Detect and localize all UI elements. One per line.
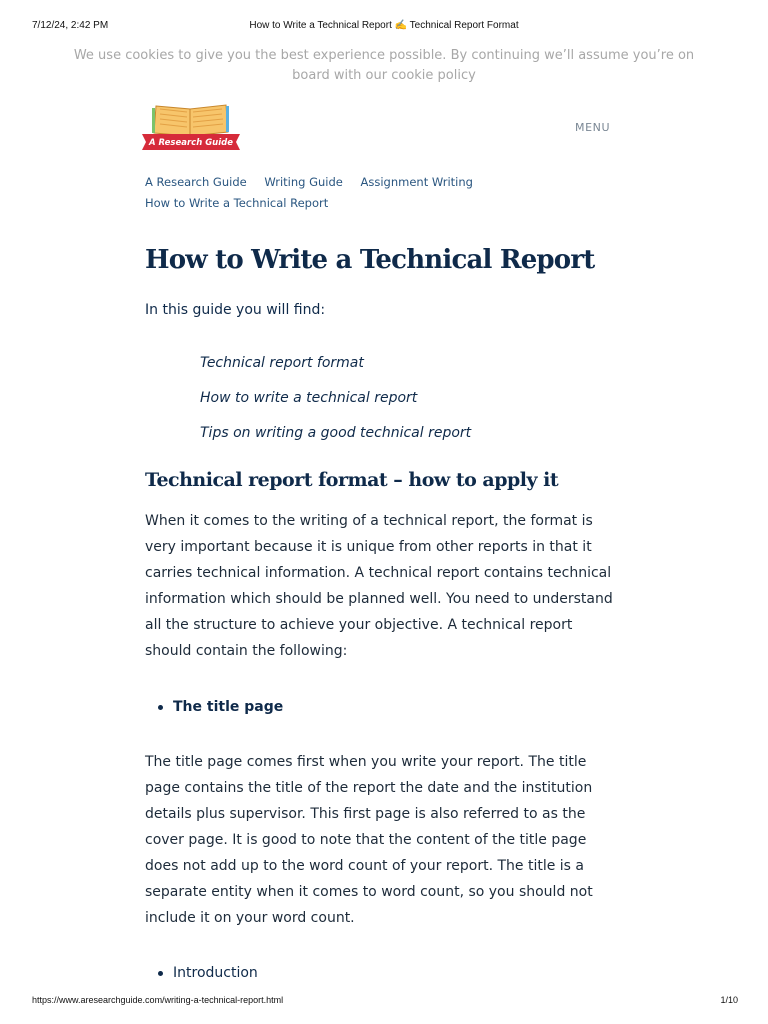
- breadcrumb-current: How to Write a Technical Report: [145, 196, 329, 210]
- section-heading: Technical report format – how to apply it: [145, 469, 559, 491]
- toc-link-tips[interactable]: Tips on writing a good technical report: [200, 425, 472, 441]
- print-date: 7/12/24, 2:42 PM: [32, 20, 109, 31]
- toc-item: [200, 346, 471, 381]
- book-logo-icon: [140, 100, 242, 152]
- cookie-banner-text[interactable]: We use cookies to give you the best experience possible. By continuing we’ll assume you’re on board with our cookie policy: [73, 48, 695, 83]
- print-url: https://www.aresearchguide.com/writing-a-technical-report.html: [32, 995, 284, 1005]
- print-header: [0, 20, 768, 34]
- breadcrumb-item-a-research-guide[interactable]: A Research Guide: [145, 175, 247, 189]
- toc-link-how-to-write[interactable]: How to write a technical report: [200, 390, 418, 406]
- site-logo[interactable]: [140, 100, 242, 152]
- table-of-contents: [200, 346, 471, 451]
- list-item-label: Introduction: [173, 965, 258, 981]
- menu-button[interactable]: MENU: [575, 121, 611, 134]
- list-item-label: The title page: [173, 699, 284, 715]
- toc-item: [200, 381, 471, 416]
- page-title: How to Write a Technical Report: [145, 245, 595, 275]
- list-item-title-page: [158, 696, 283, 718]
- toc-item: [200, 416, 471, 451]
- print-page-title: How to Write a Technical Report ✍️ Technical Report Format: [249, 20, 519, 31]
- list-item-introduction: [158, 962, 258, 984]
- logo-text: A Research Guide: [148, 138, 234, 148]
- toc-link-technical-report-format[interactable]: Technical report format: [200, 355, 364, 371]
- breadcrumb-item-writing-guide[interactable]: Writing Guide: [264, 175, 343, 189]
- breadcrumb-item-assignment-writing[interactable]: Assignment Writing: [360, 175, 473, 189]
- print-page-number: 1/10: [720, 995, 738, 1005]
- paragraph-title-page: The title page comes first when you write your report. The title page contains the title of the report the date and the institution details plus supervisor. This first page is also referred to as the cover page. It is good to note that the content of the title page does not add up to the word count of your report. The title is a separate entity when it comes to word count, so you should not include it on your word count.: [145, 754, 593, 926]
- paragraph-format: When it comes to the writing of a technical report, the format is very important because it is unique from other reports in that it carries technical information. A technical report contains technical information which should be planned well. You need to understand all the structure to achieve your objective. A technical report should contain the following:: [145, 513, 613, 659]
- breadcrumb: [145, 172, 625, 214]
- guide-intro: In this guide you will find:: [145, 302, 326, 318]
- cookie-banner: [60, 46, 708, 86]
